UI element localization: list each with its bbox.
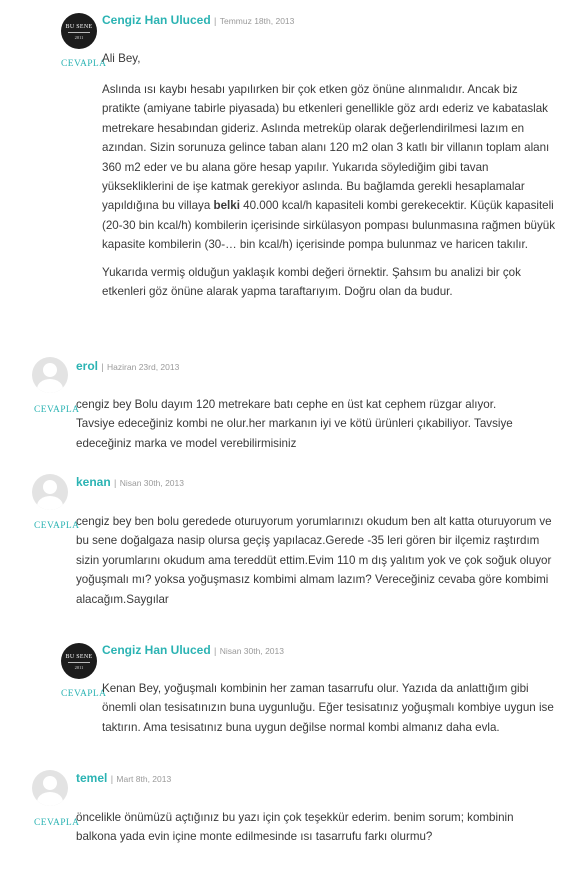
comment-body: [76, 512, 560, 609]
avatar-logo-year: 2011: [74, 665, 84, 670]
comment-date[interactable]: Temmuz 18th, 2013: [219, 16, 295, 26]
avatar-head: [43, 480, 57, 494]
avatar: [32, 770, 68, 806]
avatar-shoulders: [37, 792, 63, 806]
avatar: [32, 357, 68, 393]
comment-date[interactable]: Mart 8th, 2013: [116, 774, 172, 784]
comment-text: 40.000 kcal/h kapasiteli kombi gerekecektir. Küçük kapasiteli (20-30 bin kcal/h) kombilerin içerisinde sirkülasyon pompası bulunmasına rağmen büyük kapasite kombilerin (30-… bin kcal/h) içerisinde pompa bulunmaz ve haricen takılır.: [102, 199, 556, 252]
reply-button[interactable]: CEVAPLA: [61, 689, 107, 699]
meta-separator: |: [214, 646, 217, 656]
comment-paragraph: Yukarıda vermiş olduğun yaklaşık kombi değeri örnektir. Şahsım bu analizi bir çok etkenleri göz önüne alarak yapma taraftarıyım. Doğru olan da budur.: [102, 265, 521, 299]
comment-meta: [76, 475, 184, 489]
comment-greeting: Ali Bey,: [102, 52, 141, 65]
comment-text: Aslında ısı kaybı hesabı yapılırken bir çok etken göz önüne alınmalıdır. Ancak biz pratikte (amiyane tabirle piyasada) bu etkenleri genellikle göz ardı ederiz ve kabataslak metrekare hesabından gideriz. Aslında metreküp olarak değerlendirilmesi lazım en azından. Sizin sorunuza gelince taban alanı 120 m2 olan 3 katlı bir villanın toplam alanı 360 m2 eder ve bu alana göre hesap yapılır. Yukarıda söylediğim gibi tavan yüksekliklerini de işe katmak gerekiyor aslında. Bu bağlamda gerekli hesaplamalar yapıldığına bu villaya: [102, 83, 550, 213]
avatar-logo-text: BU SENE: [65, 24, 93, 30]
comment-date[interactable]: Nisan 30th, 2013: [219, 646, 284, 656]
comment-bold-text: belki: [213, 199, 240, 213]
avatar-logo-year: 2011: [74, 35, 84, 40]
comment-author[interactable]: Cengiz Han Uluced: [102, 13, 211, 27]
comment-author[interactable]: temel: [76, 771, 108, 785]
comment-paragraph: Kenan Bey, yoğuşmalı kombinin her zaman tasarrufu olur. Yazıda da anlattığım gibi önemli olan tesisatınızın buna uygunluğu. Eğer tesisatınız yoğuşmalı kombiye uygun ise taktırın. Ama tesisatınız buna uygun değilse normal kombi almanız daha evla.: [102, 682, 554, 734]
avatar-head: [43, 363, 57, 377]
avatar: [32, 474, 68, 510]
comment-author[interactable]: erol: [76, 359, 99, 373]
comment-meta: [102, 13, 294, 27]
avatar-shoulders: [37, 379, 63, 393]
comment-body: [76, 395, 536, 453]
meta-separator: |: [214, 16, 217, 26]
comment-body: [102, 679, 560, 737]
avatar: [61, 13, 97, 49]
comment-author[interactable]: kenan: [76, 475, 111, 489]
meta-separator: |: [101, 362, 104, 372]
reply-button[interactable]: CEVAPLA: [34, 521, 80, 531]
reply-button[interactable]: CEVAPLA: [61, 59, 107, 69]
meta-separator: |: [114, 478, 117, 488]
reply-button[interactable]: CEVAPLA: [34, 405, 80, 415]
comment-meta: [76, 771, 171, 785]
comment-body: [76, 808, 546, 847]
comment-meta: [102, 643, 284, 657]
comment-paragraph: öncelikle önümüzü açtığınız bu yazı için çok teşekkür ederim. benim sorum; kombinin balkona yada evin içine monte edilmesinde ısı tasarrufu farkı olurmu?: [76, 811, 514, 844]
avatar-logo-text: BU SENE: [65, 654, 93, 660]
avatar-logo-divider: [68, 32, 90, 33]
comment-date[interactable]: Nisan 30th, 2013: [119, 478, 184, 488]
comment-paragraph: [102, 80, 558, 255]
reply-button[interactable]: CEVAPLA: [34, 818, 80, 828]
comment-author[interactable]: Cengiz Han Uluced: [102, 643, 211, 657]
avatar-head: [43, 776, 57, 790]
comment-paragraph: cengiz bey ben bolu geredede oturuyorum yorumlarınızı okudum ben alt katta oturuyorum ve bu sene doğalgaza nasip olursa geçiş yapılacaz.Gerede -35 leri gören bir ilçemiz raştırdım sizin yorumlarını okudum ama tereddüt ettim.Evim 110 m dış yalıtım yok ve çok soğuk oluyor yoğuşmalı mı? yoksa yoğuşmasız kombimi almam lazım? Vereceğiniz cevaba göre kombimi alacağım.Saygılar: [76, 515, 552, 606]
avatar: [61, 643, 97, 679]
comment-body: [102, 80, 558, 301]
comment-date[interactable]: Haziran 23rd, 2013: [107, 362, 180, 372]
meta-separator: |: [110, 774, 114, 784]
avatar-shoulders: [37, 496, 63, 510]
avatar-logo-divider: [68, 662, 90, 663]
comment-paragraph: cengiz bey Bolu dayım 120 metrekare batı cephe en üst kat cephem rüzgar alıyor. Tavsiye edeceğiniz kombi ne olur.her markanın iyi ve kötü ürünleri çıkabiliyor. Tavsiye edeceğiniz marka ve model verebilirmisiniz: [76, 398, 513, 450]
comment-meta: [76, 359, 179, 373]
